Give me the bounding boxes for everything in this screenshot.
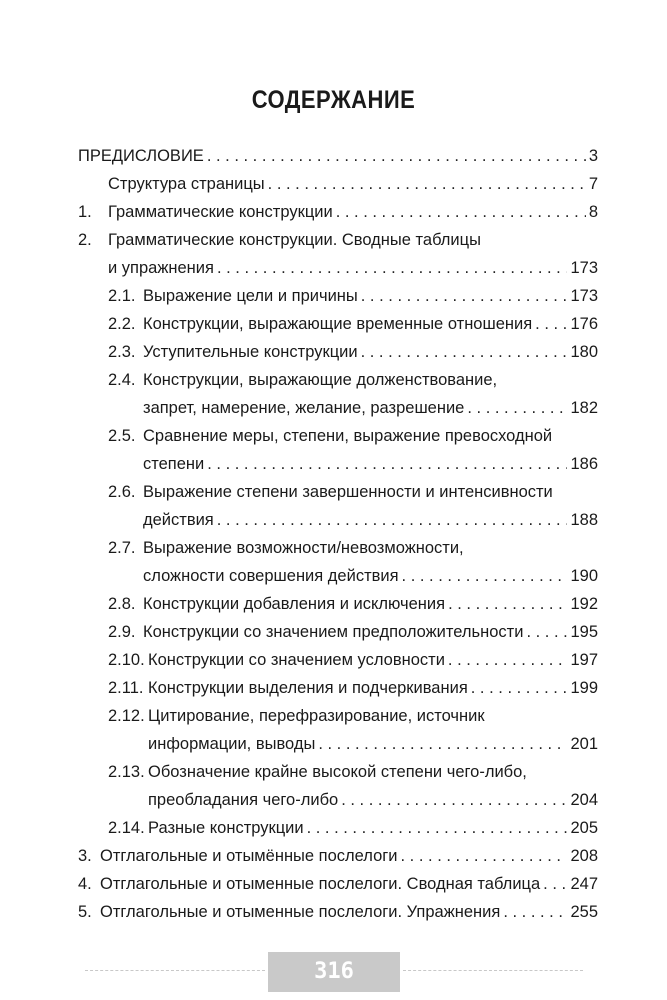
toc-entry-text: Разные конструкции: [148, 819, 304, 837]
toc-page-number: 8: [588, 203, 598, 221]
leader-dots: [361, 282, 568, 310]
leader-dots: [217, 254, 568, 282]
toc-entry-text: Конструкции со значением условности: [148, 651, 445, 669]
toc-page-number: 173: [570, 287, 598, 305]
toc-entry-2-13: [148, 786, 598, 814]
toc-entry-number: 2.14.: [108, 819, 145, 837]
toc-page-number: 182: [570, 399, 598, 417]
page-number-badge: 316: [268, 952, 400, 992]
toc-entry-2-8: [108, 590, 598, 618]
toc-entry-text: Сравнение меры, степени, выражение превосходной: [143, 427, 553, 445]
toc-entry-3: [78, 842, 598, 870]
toc-page-number: 186: [570, 455, 598, 473]
toc-entry-number: 2.7.: [108, 539, 136, 557]
leader-dots: [503, 898, 567, 926]
toc-entry-2-10: [108, 646, 598, 674]
toc-entry-number: 3.: [78, 847, 92, 865]
toc-entry-number: 2.1.: [108, 287, 136, 305]
toc-page-number: 180: [570, 343, 598, 361]
toc-entry-text-cont: информации, выводы: [148, 735, 316, 753]
toc-entry-2-9: [108, 618, 598, 646]
toc-page-number: 201: [570, 735, 598, 753]
toc-entry-5: [78, 898, 598, 926]
toc-entry-number: 2.3.: [108, 343, 136, 361]
leader-dots: [535, 310, 567, 338]
toc-entry-text-cont: преобладания чего-либо: [148, 791, 339, 809]
toc-entry-structure: [108, 170, 598, 198]
toc-page-number: 173: [570, 259, 598, 277]
toc-entry-text-cont: и упражнения: [108, 259, 214, 277]
toc-entry-text: Выражение возможности/невозможности,: [143, 539, 464, 557]
leader-dots: [336, 198, 586, 226]
toc-entry-number: 2.13.: [108, 763, 145, 781]
toc-entry-preface: [78, 142, 598, 170]
toc-entry-text-cont: степени: [143, 455, 205, 473]
leader-dots: [207, 450, 567, 478]
toc-page-number: 7: [588, 175, 598, 193]
toc-entry-number: 2.5.: [108, 427, 136, 445]
leader-dots: [307, 814, 568, 842]
toc-entry-text: ПРЕДИСЛОВИЕ: [78, 147, 204, 165]
toc-entry-number: 2.2.: [108, 315, 136, 333]
toc-entry-text: Обозначение крайне высокой степени чего-либо,: [148, 763, 527, 781]
toc-entry-2-5: [143, 450, 598, 478]
footer-rule-right: [403, 970, 583, 971]
page-title: СОДЕРЖАНИЕ: [251, 86, 416, 114]
toc-entry-number: 2.11.: [108, 679, 144, 697]
toc-entry-text: Конструкции выделения и подчеркивания: [148, 679, 468, 697]
toc-entry-2-4: [143, 394, 598, 422]
leader-dots: [268, 170, 586, 198]
toc-entry-text: Конструкции, выражающие временные отношения: [143, 315, 533, 333]
leader-dots: [448, 590, 567, 618]
toc-entry-text: Структура страницы: [108, 175, 265, 193]
toc-page-number: 199: [570, 679, 598, 697]
toc-entry-2: [108, 254, 598, 282]
toc-page-number: 3: [588, 147, 598, 165]
toc-entry-number: 2.: [78, 231, 92, 249]
toc-entry-2-3: [108, 338, 598, 366]
toc-entry-text-cont: запрет, намерение, желание, разрешение: [143, 399, 465, 417]
toc-entry-number: 2.6.: [108, 483, 136, 501]
toc-page-number: 205: [570, 819, 598, 837]
toc-entry-text: Цитирование, перефразирование, источник: [148, 707, 485, 725]
toc-entry-number: 2.4.: [108, 371, 136, 389]
toc-entry-2-1: [108, 282, 598, 310]
toc-entry-text: Конструкции со значением предположительности: [143, 623, 524, 641]
toc-entry-text: Конструкции добавления и исключения: [143, 595, 446, 613]
toc-page-number: 204: [570, 791, 598, 809]
toc-page-number: 190: [570, 567, 598, 585]
toc-entry-2-7: [143, 562, 598, 590]
toc-entry-text: Уступительные конструкции: [143, 343, 358, 361]
leader-dots: [401, 842, 568, 870]
toc-page-number: 255: [570, 903, 598, 921]
leader-dots: [448, 646, 568, 674]
toc-page-number: 176: [570, 315, 598, 333]
toc-entry-text: Отглагольные и отымённые послелоги: [100, 847, 398, 865]
toc-entry-text: Выражение степени завершенности и интенсивности: [143, 483, 553, 501]
toc-entry-number: 2.10.: [108, 651, 145, 669]
toc-entry-number: 5.: [78, 903, 92, 921]
leader-dots: [361, 338, 568, 366]
leader-dots: [207, 142, 586, 170]
toc-page-number: 208: [570, 847, 598, 865]
toc-page-number: 197: [570, 651, 598, 669]
toc-page-number: 195: [570, 623, 598, 641]
toc-entry-number: 2.12.: [108, 707, 145, 725]
leader-dots: [217, 506, 568, 534]
footer-rule-left: [85, 970, 265, 971]
leader-dots: [318, 730, 567, 758]
toc-entry-text: Конструкции, выражающие долженствование,: [143, 371, 498, 389]
toc-page-number: 188: [570, 511, 598, 529]
toc-entry-2-12: [148, 730, 598, 758]
toc-entry-number: 2.9.: [108, 623, 136, 641]
toc-entry-2-2: [108, 310, 598, 338]
leader-dots: [526, 618, 567, 646]
leader-dots: [467, 394, 567, 422]
toc-entry-2-11: [108, 674, 598, 702]
toc-entry-text-cont: действия: [143, 511, 214, 529]
toc-entry-4: [78, 870, 598, 898]
toc-entry-2-6: [143, 506, 598, 534]
toc-entry-number: 1.: [78, 203, 92, 221]
toc-entry-number: 4.: [78, 875, 92, 893]
toc-entry-number: 2.8.: [108, 595, 136, 613]
toc-entry-text: Грамматические конструкции. Сводные таблицы: [108, 231, 481, 249]
toc-entry-text: Грамматические конструкции: [108, 203, 333, 221]
toc-page-number: 192: [570, 595, 598, 613]
toc-entry-text-cont: сложности совершения действия: [143, 567, 399, 585]
leader-dots: [402, 562, 568, 590]
toc-entry-1: [108, 198, 598, 226]
toc-entry-text: Отглагольные и отыменные послелоги. Упражнения: [100, 903, 501, 921]
toc-entry-text: Отглагольные и отыменные послелоги. Сводная таблица: [100, 875, 541, 893]
toc-entry-2-14: [108, 814, 598, 842]
leader-dots: [543, 870, 567, 898]
toc-entry-text: Выражение цели и причины: [143, 287, 358, 305]
toc-page-number: 247: [570, 875, 598, 893]
leader-dots: [471, 674, 568, 702]
leader-dots: [341, 786, 567, 814]
